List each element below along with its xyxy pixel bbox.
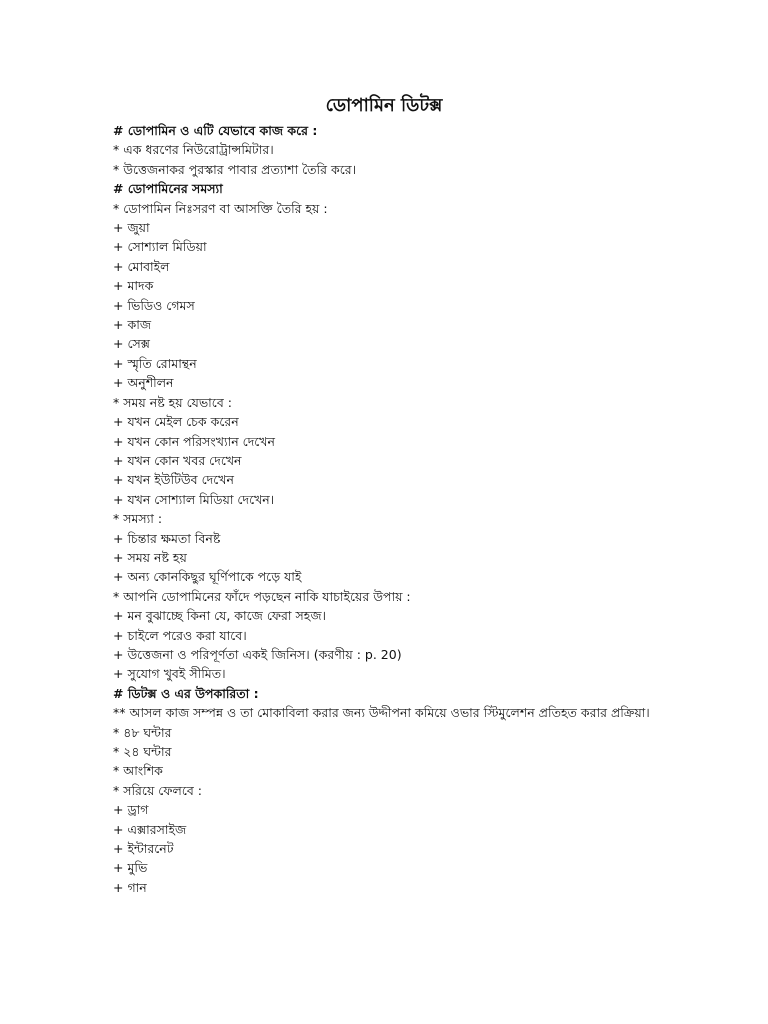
section-heading: # ডিটক্স ও এর উপকারিতা : [113,685,259,701]
document-title: ডোপামিন ডিটক্স [325,95,443,116]
text-line: + সোশ্যাল মিডিয়া [113,239,207,255]
text-line: + যখন সোশ্যাল মিডিয়া দেখেন। [113,491,275,507]
text-line: + উত্তেজনা ও পরিপূর্ণতা একই জিনিস। (করণীয় : p. 20) [113,646,402,662]
text-line: * আংশিক [113,763,163,779]
text-line: + এক্সারসাইজ [113,821,187,837]
text-line: + ইন্টারনেট [113,841,174,857]
text-line: * সমস্যা : [113,511,163,527]
text-line: + সেক্স [113,336,150,352]
text-line: + জুয়া [113,220,150,236]
text-line: + ড্রাগ [113,802,149,818]
text-line: + মোবাইল [113,258,170,274]
text-line: + চাইলে পরেও করা যাবে। [113,627,247,643]
text-line: ** আসল কাজ সম্পন্ন ও তা মোকাবিলা করার জন্য উদ্দীপনা কমিয়ে ওভার স্টিমুলেশন প্রতিহত করার প্রক্রিয়া। [113,705,650,721]
text-line: + গান [113,879,147,895]
text-line: + যখন কোন পরিসংখ্যান দেখেন [113,433,275,449]
text-line: + যখন মেইল চেক করেন [113,414,239,430]
text-line: * সরিয়ে ফেলবে : [113,782,202,798]
text-line: * উত্তেজনাকর পুরস্কার পাবার প্রত্যাশা তৈরি করে। [113,161,357,177]
text-line: + যখন কোন খবর দেখেন [113,452,242,468]
text-line: * আপনি ডোপামিনের ফাঁদে পড়ছেন নাকি যাচাইয়ের উপায় : [113,588,411,604]
text-line: + স্মৃতি রোমান্থন [113,355,197,371]
text-line: + অন্য কোনকিছুর ঘূর্ণিপাকে পড়ে যাই [113,569,302,585]
text-line: * ৪৮ ঘন্টার [113,724,172,740]
text-line: + কাজ [113,317,152,333]
text-line: * সময় নষ্ট হয় যেভাবে : [113,394,232,410]
section-heading: # ডোপামিনের সমস্যা [113,181,223,197]
text-line: + সময় নষ্ট হয় [113,549,187,565]
text-line: + যখন ইউটিউব দেখেন [113,472,234,488]
text-line: + অনুশীলন [113,375,174,391]
text-line: * ২৪ ঘন্টার [113,744,172,759]
text-line: + মন বুঝাচ্ছে কিনা যে, কাজে ফেরা সহজ। [113,608,327,624]
text-line: * ডোপামিন নিঃসরণ বা আসক্তি তৈরি হয় : [113,200,328,216]
section-heading: # ডোপামিন ও এটি যেভাবে কাজ করে : [113,123,318,138]
document-body [113,121,753,897]
text-line: + সুযোগ খুবই সীমিত। [113,666,226,682]
text-line: + মুভি [113,860,148,876]
text-line: + চিন্তার ক্ষমতা বিনষ্ট [113,530,221,546]
text-line: + মাদক [113,278,154,294]
text-line: + ভিডিও গেমস [113,297,195,313]
text-line: * এক ধরণের নিউরোট্রান্সমিটার। [113,142,274,158]
